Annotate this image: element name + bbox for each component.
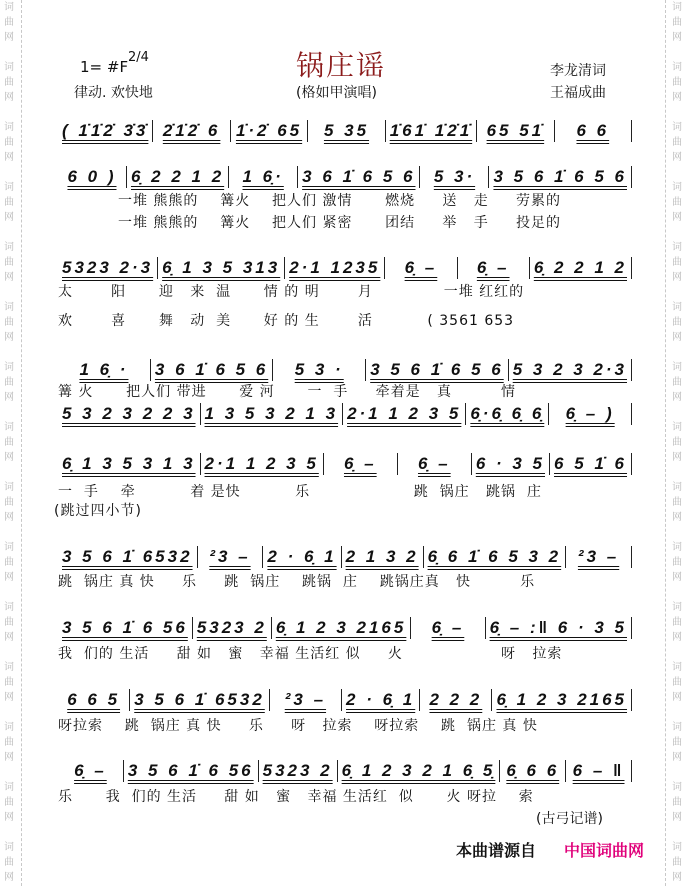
watermark-text: 词 曲 网 xyxy=(672,2,682,43)
watermark-text: 词 曲 网 xyxy=(672,482,682,523)
notation-line xyxy=(58,687,632,711)
notation-line xyxy=(58,255,632,279)
watermark-text: 词 曲 网 xyxy=(672,422,682,463)
measure: 6̣ 1 2 3 2 1 6̣ 5̣ xyxy=(338,760,501,782)
measure: 3 5 6 1̇ 6 56 xyxy=(124,760,259,782)
watermark-left xyxy=(2,0,16,886)
watermark-text: 词 曲 网 xyxy=(4,362,14,403)
time-signature: 2/4 xyxy=(128,50,149,65)
source-site-link[interactable]: 中国词曲网 xyxy=(564,841,645,860)
measure: 65 51̇ xyxy=(477,120,554,142)
watermark-text: 词 曲 网 xyxy=(672,122,682,163)
measure: 6̣ 6 6 xyxy=(500,760,566,782)
watermark-text: 词 曲 网 xyxy=(4,542,14,583)
measure: 6 · 3 5 xyxy=(472,453,550,475)
notation-line xyxy=(58,164,632,188)
measure: 6̣·6̣ 6̣ 6̣ xyxy=(466,403,549,425)
measure: 3 5 6 1̇ 6 5 6 xyxy=(489,166,632,188)
measure: 6̣ – xyxy=(385,257,457,279)
watermark-text: 词 曲 网 xyxy=(672,662,682,703)
watermark-text: 词 曲 网 xyxy=(672,842,682,883)
measure: 6̣ – xyxy=(398,453,472,475)
lyric-line: 我 们的 生活 甜 如 蜜 幸福 生活红 似 火 呀 拉索 xyxy=(58,646,563,662)
measure: 6̣ – xyxy=(411,617,485,639)
measure: 6 6 xyxy=(555,120,632,142)
measure: 2·1 1 2 3 5 xyxy=(343,403,466,425)
measure: 2 · 6̣ 1 xyxy=(263,546,341,568)
notation-line xyxy=(58,758,632,782)
watermark-text: 词 曲 网 xyxy=(672,182,682,223)
lyric-line: 呀拉索 跳 锅庄 真 快 乐 呀 拉索 呀拉索 跳 锅庄 真 快 xyxy=(58,718,538,734)
measure: 6 0 ) xyxy=(58,166,127,188)
measure: 3 5 6 1̇ 6532 xyxy=(58,546,198,568)
watermark-text: 词 曲 网 xyxy=(4,662,14,703)
notation-line xyxy=(58,615,632,639)
recorder-credit: (古弓记谱) xyxy=(536,811,603,827)
lyric-line: 篝 火 把人们 带进 爱 河 一 手 牵着是 真 情 xyxy=(58,384,517,400)
notation-line xyxy=(58,118,632,142)
measure: 2 1 3 2 xyxy=(342,546,424,568)
notation-line xyxy=(58,544,632,568)
watermark-text: 词 曲 网 xyxy=(4,422,14,463)
watermark-text: 词 曲 网 xyxy=(4,242,14,283)
watermark-right xyxy=(670,0,684,886)
measure: 6̣ – xyxy=(58,760,124,782)
measure: 3 6 1̇ 6 5 6 xyxy=(298,166,420,188)
measure: 6̣ 2 2 1 2 xyxy=(530,257,632,279)
measure: 5 35 xyxy=(308,120,385,142)
lyric-line: 一 手 牵 着 是快 乐 跳 锅庄 跳锅 庄 xyxy=(58,484,542,500)
measure: 3 5 6 1̇ 6532 xyxy=(130,689,270,711)
measure: 6̣ 1 3 5 313 xyxy=(158,257,285,279)
watermark-text: 词 曲 网 xyxy=(672,782,682,823)
measure: 2 2 2 xyxy=(420,689,492,711)
measure: ²3 – xyxy=(566,546,632,568)
watermark-text: 词 曲 网 xyxy=(4,302,14,343)
measure: 1̇·2̇ 65 xyxy=(231,120,308,142)
measure: 6̣ 1 2 3 2165 xyxy=(272,617,412,639)
notation-line xyxy=(58,401,632,425)
watermark-text: 词 曲 网 xyxy=(4,122,14,163)
measure: 6 5 1̇ 6 xyxy=(550,453,632,475)
lyric-line: 一堆 熊熊的 篝火 把人们 紧密 团结 举 手 投足的 xyxy=(58,215,562,231)
watermark-text: 词 曲 网 xyxy=(672,542,682,583)
watermark-text: 词 曲 网 xyxy=(4,842,14,883)
measure: 5323 2·3 xyxy=(58,257,158,279)
watermark-text: 词 曲 网 xyxy=(4,182,14,223)
watermark-text: 词 曲 网 xyxy=(672,362,682,403)
measure: 1 6̣ · xyxy=(58,359,151,381)
notation-line xyxy=(58,451,632,475)
measure: 1̇61̇ 1̇2̇1̇ xyxy=(386,120,477,142)
watermark-text: 词 曲 网 xyxy=(672,62,682,103)
watermark-text: 词 曲 网 xyxy=(672,242,682,283)
watermark-text: 词 曲 网 xyxy=(672,602,682,643)
key-signature: 1= #F xyxy=(80,58,129,76)
lyric-line: 跳 锅庄 真 快 乐 跳 锅庄 跳锅 庄 跳锅庄真 快 乐 xyxy=(58,574,536,590)
measure: 6 6 5 xyxy=(58,689,130,711)
measure: 2 · 6̣ 1 xyxy=(342,689,420,711)
measure: 6̣ – :‖ 6 · 3 5 xyxy=(486,617,632,639)
lyric-line: 太 阳 迎 来 温 情 的 明 月 一堆 红红的 xyxy=(58,284,525,300)
measure: 5 3 2 3 2·3 xyxy=(509,359,632,381)
measure: 5 3 2 3 2 2 3 xyxy=(58,403,201,425)
tempo-marking: 律动. 欢快地 xyxy=(74,85,153,101)
watermark-text: 词 曲 网 xyxy=(4,482,14,523)
measure: ²3 – xyxy=(198,546,264,568)
singer: (格如甲演唱) xyxy=(296,85,377,101)
measure: 6̣ 1 2 3 2165 xyxy=(492,689,632,711)
measure: 2·1 1 2 3 5 xyxy=(201,453,324,475)
lyric-line: (跳过四小节) xyxy=(54,503,142,519)
measure: ( 1̇1̇2̇ 3̇3̇ xyxy=(58,120,153,142)
measure: 6 – ‖ xyxy=(566,760,632,782)
measure: 6̣ 6 1̇ 6 5 3 2 xyxy=(424,546,567,568)
measure: 1 3 5 3 2 1 3 xyxy=(201,403,344,425)
measure: 5 3 · xyxy=(273,359,366,381)
measure: 6̣ – xyxy=(324,453,398,475)
measure: 6̣ – ) xyxy=(549,403,632,425)
watermark-text: 词 曲 网 xyxy=(672,722,682,763)
watermark-text: 词 曲 网 xyxy=(4,722,14,763)
measure: 6̣ 2 2 1 2 xyxy=(127,166,229,188)
measure: ²3 – xyxy=(270,689,342,711)
measure: 5323 2 xyxy=(259,760,338,782)
watermark-text: 词 曲 网 xyxy=(4,782,14,823)
measure: 2̇1̇2̇ 6 xyxy=(153,120,230,142)
measure: 3 6 1̇ 6 5 6 xyxy=(151,359,273,381)
source-label: 本曲谱源自 xyxy=(456,841,537,860)
measure: 2·1 1235 xyxy=(285,257,385,279)
lyric-line: 乐 我 们的 生活 甜 如 蜜 幸福 生活红 似 火 呀拉 索 xyxy=(58,789,534,805)
measure: 6̣ 1 3 5 3 1 3 xyxy=(58,453,201,475)
measure: 5 3· xyxy=(420,166,489,188)
lyric-line: 欢 喜 舞 动 美 好 的 生 活 ( 3561̇ 653 xyxy=(58,313,515,329)
watermark-text: 词 曲 网 xyxy=(4,2,14,43)
watermark-text: 词 曲 网 xyxy=(672,302,682,343)
watermark-text: 词 曲 网 xyxy=(4,602,14,643)
measure: 5323 2 xyxy=(193,617,272,639)
measure: 1 6̣· xyxy=(229,166,298,188)
lyric-line: 一堆 熊熊的 篝火 把人们 激情 燃烧 送 走 劳累的 xyxy=(58,193,562,209)
composer: 王福成曲 xyxy=(550,85,606,101)
notation-line xyxy=(58,357,632,381)
measure: 3 5 6 1̇ 6 5 6 xyxy=(366,359,509,381)
lyricist: 李龙清词 xyxy=(550,63,606,79)
right-dashed-border xyxy=(665,0,666,886)
measure: 3 5 6 1̇ 6 56 xyxy=(58,617,193,639)
measure: 6̣ – xyxy=(458,257,530,279)
song-title: 锅庄谣 xyxy=(296,49,387,82)
left-dashed-border xyxy=(21,0,22,886)
watermark-text: 词 曲 网 xyxy=(4,62,14,103)
